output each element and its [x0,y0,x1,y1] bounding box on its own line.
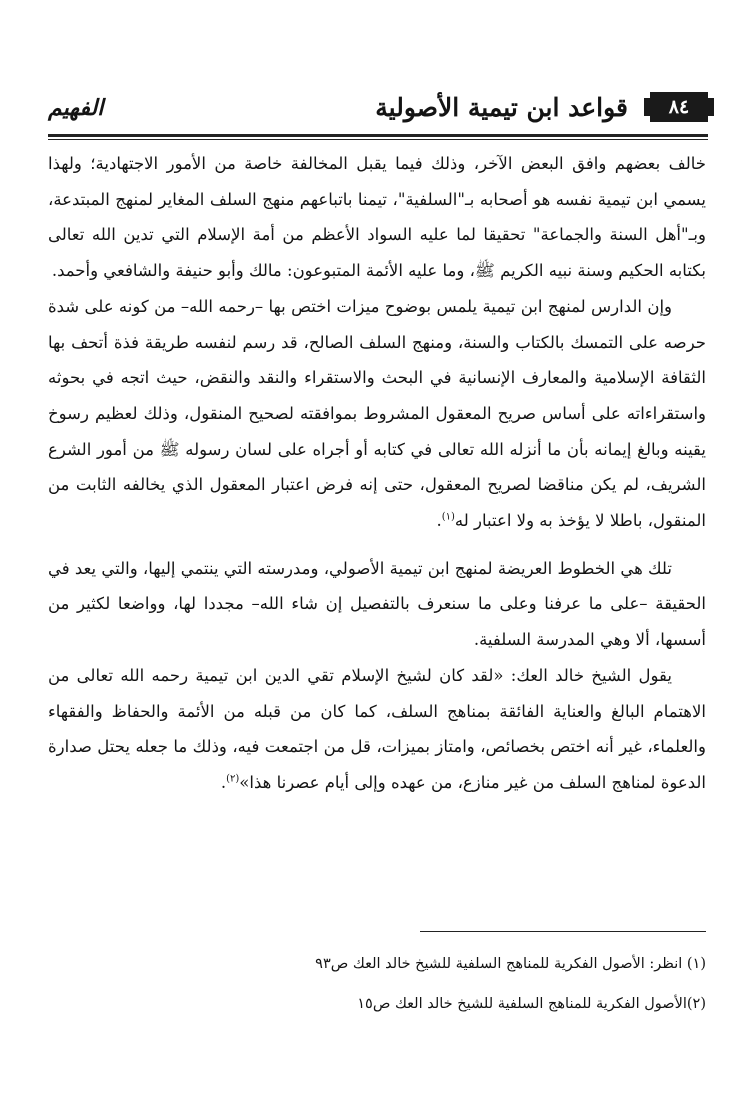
book-title: قواعد ابن تيمية الأصولية [375,93,628,122]
footnote-ref: (١) [441,511,455,523]
paragraph: يقول الشيخ خالد العك: «لقد كان لشيخ الإسلام تقي الدين ابن تيمية رحمه الله تعالى من الاهتمام البالغ والعناية الفائقة بمناهج السلف، كما كان من قبله من الأئمة والحفاظ والفقهاء والعلماء، غير أنه اختص بخصائص، وامتاز بميزات، قل من اجتمعت فيه، وذلك ما جعله يحتل صدارة الدعوة لمناهج السلف من غير منازع، من عهده وإلى أيام عصرنا هذا»$^{(٢)}$. [48,665,706,792]
paragraph: خالف بعضهم وافق البعض الآخر، وذلك فيما يقبل المخالفة خاصة من الأمور الاجتهادية؛ ولهذا يسمي ابن تيمية نفسه هو أصحابه بـ"السلفية"، تيمنا باتباعهم منهج السلف المغاير لمنهج المبتدعة، وبـ"أهل السنة والجماعة" تحقيقا لما عليه السواد الأعظم من أمة الإسلام التي تدين الله تعالى بكتابه الحكيم وسنة نبيه الكريم ﷺ، وما عليه الأئمة المتبوعون: مالك وأبو حنيفة والشافعي وأحمد. [48,154,706,281]
page-number: ٨٤ [650,92,708,122]
footnote-divider [420,931,706,932]
paragraph: وإن الدارس لمنهج ابن تيمية يلمس بوضوح ميزات اختص بها –رحمه الله– من كونه على شدة حرصه على التمسك بالكتاب والسنة، ومنهج السلف الصالح، قد رسم لنفسه طريقة فذة أتحف بها الثقافة الإسلامية والمعارف الإنسانية في البحث والاستقراء والنقد والنقض، حيث اتجه في بحوثه واستقراءاته على أساس صريح المعقول المشروط بموافقته لصحيح المنقول، وذلك لعظيم رسوخ يقينه وبالغ إيمانه بأن ما أنزله الله تعالى في كتابه أو أجراه على لسان رسوله ﷺ من أمور الشرع الشريف، لم يكن مناقضا لصريح المعقول، حتى إنه فرض اعتبار المعقول الذي يخالفه الثابت من المنقول، باطلا لا يؤخذ به ولا اعتبار له$^{(١)}$. [48,296,706,531]
paragraph-text: يقول الشيخ خالد العك: «لقد كان لشيخ الإسلام تقي الدين ابن تيمية رحمه الله تعالى من الاهتمام البالغ والعناية الفائقة بمناهج السلف، كما كان من قبله من الأئمة والحفاظ والفقهاء والعلماء، غير أنه اختص بخصائص، وامتاز بميزات، قل من اجتمعت فيه، وذلك ما جعله يحتل صدارة الدعوة لمناهج السلف من غير منازع، من عهده وإلى أيام عصرنا هذا» [48,665,706,792]
footnote: (١) انظر: الأصول الفكرية للمناهج السلفية للشيخ خالد العك ص٩٣ [315,956,706,972]
paragraph-text: وإن الدارس لمنهج ابن تيمية يلمس بوضوح ميزات اختص بها –رحمه الله– من كونه على شدة حرصه على التمسك بالكتاب والسنة، ومنهج السلف الصالح، قد رسم لنفسه طريقة فذة أتحف بها الثقافة الإسلامية والمعارف الإنسانية في البحث والاستقراء والنقد والنقض، حيث اتجه في بحوثه واستقراءاته على أساس صريح المعقول المشروط بموافقته لصحيح المنقول، وذلك لعظيم رسوخ يقينه وبالغ إيمانه بأن ما أنزله الله تعالى في كتابه أو أجراه على لسان رسوله ﷺ من أمور الشرع الشريف، لم يكن مناقضا لصريح المعقول، حتى إنه فرض اعتبار المعقول الذي يخالفه الثابت من المنقول، باطلا لا يؤخذ به ولا اعتبار له [48,296,706,531]
page-header [48,88,708,132]
paragraph: تلك هي الخطوط العريضة لمنهج ابن تيمية الأصولي، ومدرسته التي ينتمي إليها، والتي يعد في الحقيقة –على ما عرفنا وعلى ما سنعرف بالتفصيل إن شاء الله– مجددا لها، وواضعا لكثير من أسسها، ألا وهي المدرسة السلفية. [48,558,706,650]
main-text [48,146,706,801]
footnote: (٢)الأصول الفكرية للمناهج السلفية للشيخ خالد العك ص١٥ [357,996,706,1012]
footnote-ref: (٢) [226,773,240,785]
header-divider [48,134,708,137]
header-divider-thin [48,139,708,140]
publisher-logo: الفهيم [48,95,104,121]
footnotes [48,944,706,1024]
